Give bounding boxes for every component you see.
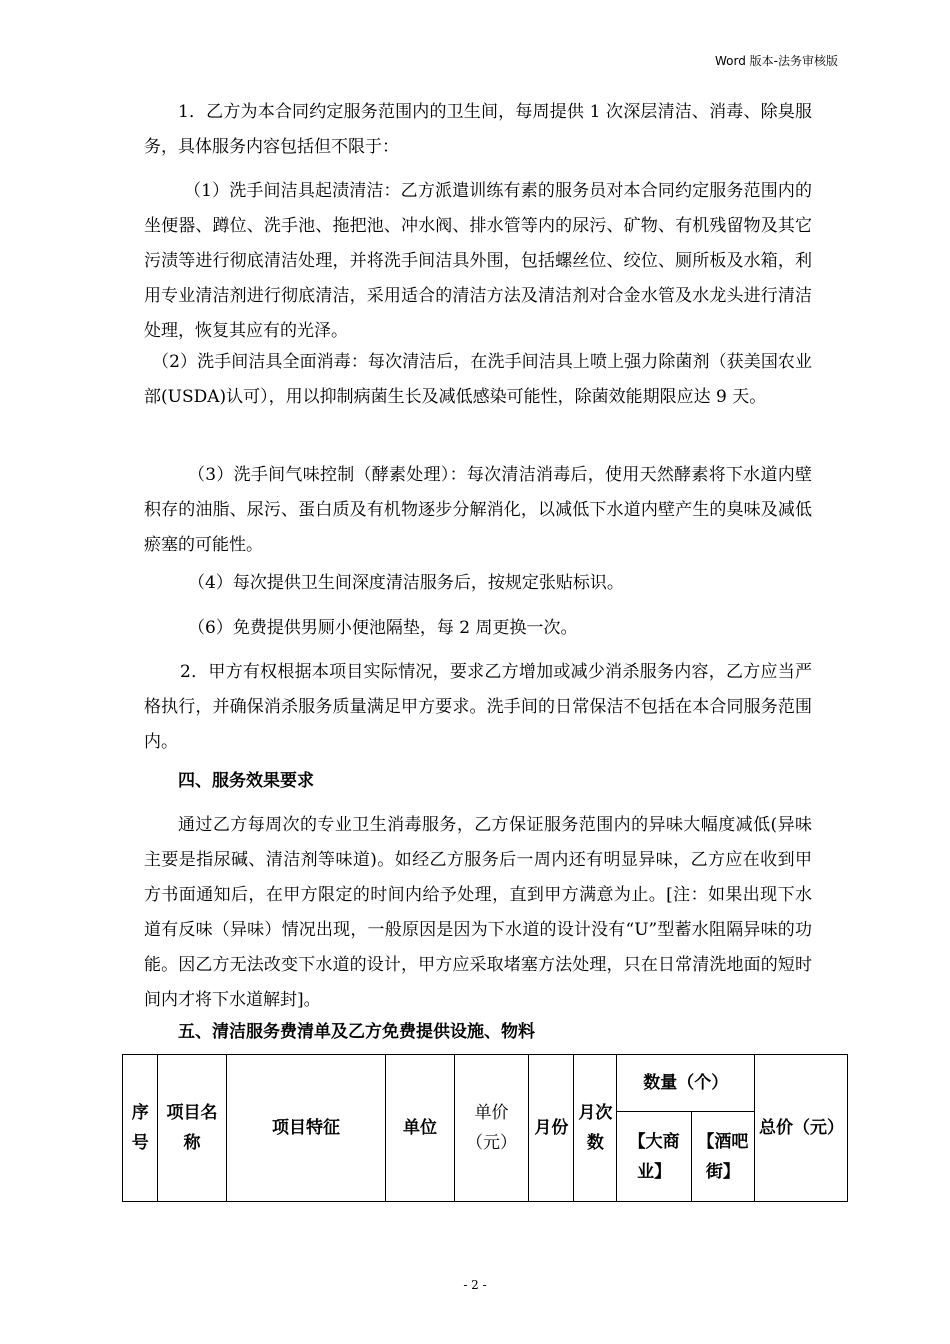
paragraph-6: （6）免费提供男厕小便池隔垫，每 2 周更换一次。	[188, 618, 578, 638]
paragraph-1: 1．乙方为本合同约定服务范围内的卫生间，每周提供 1 次深层清洁、消毒、除臭服务，具体服务内容包括但不限于：	[144, 102, 812, 157]
paragraph-2: （1）洗手间洁具起渍清洁：乙方派遣训练有素的服务员对本合同约定服务范围内的坐便器、蹲位、洗手池、拖把池、冲水阀、排水管等内的尿污、矿物、有机残留物及其它污渍等进行彻底清洁处理，并将洗手间洁具外围，包括螺丝位、绞位、厕所板及水箱，利用专业清洁剂进行彻底清洁，采用适合的清洁方法及清洁剂对合金水管及水龙头进行清洁处理，恢复其应有的光泽。	[144, 181, 812, 341]
col-total: 总价（元）	[755, 1055, 848, 1202]
col-seq: 序号	[123, 1055, 158, 1202]
col-feature: 项目特征	[226, 1055, 386, 1202]
paragraph-8: 通过乙方每周次的专业卫生消毒服务，乙方保证服务范围内的异味大幅度减低(异味主要是指尿碱、清洁剂等味道)。如经乙方服务后一周内还有明显异味，乙方应在收到甲方书面通知后，在甲方限定的时间内给予处理，直到甲方满意为止。[注：如果出现下水道有反味（异味）情况出现，一般原因是因为下水道的设计没有“U”型蓄水阻隔异味的功能。因乙方无法改变下水道的设计，甲方应采取堵塞方法处理，只在日常清洗地面的短时间内才将下水道解封]。	[144, 815, 812, 1010]
page-number: - 2 -	[463, 1278, 487, 1292]
col-item-name: 项目名称	[158, 1055, 226, 1202]
paragraph-7: 2．甲方有权根据本项目实际情况，要求乙方增加或减少消杀服务内容，乙方应当严格执行，并确保消杀服务质量满足甲方要求。洗手间的日常保洁不包括在本合同服务范围内。	[144, 662, 812, 752]
paragraph-5: （4）每次提供卫生间深度清洁服务后，按规定张贴标识。	[188, 573, 624, 593]
col-month: 月份	[529, 1055, 574, 1202]
col-qty-mall: 【大商业】	[617, 1112, 691, 1202]
col-unit-price: 单价（元）	[454, 1055, 529, 1202]
section-heading-5: 五、清洁服务费清单及乙方免费提供设施、物料	[178, 1022, 535, 1042]
paragraph-3: （2）洗手间洁具全面消毒：每次清洁后，在洗手间洁具上喷上强力除菌剂（获美国农业部(USDA)认可），用以抑制病菌生长及减低感染可能性，除菌效能期限应达 9 天。	[144, 352, 812, 407]
fee-table	[122, 1054, 848, 1202]
paragraph-4: （3）洗手间气味控制（酵素处理）：每次清洁消毒后，使用天然酵素将下水道内壁积存的油脂、尿污、蛋白质及有机物逐步分解消化，以减低下水道内壁产生的臭味及减低瘀塞的可能性。	[144, 465, 812, 555]
col-qty-bar: 【酒吧街】	[691, 1112, 754, 1202]
col-times: 月次数	[574, 1055, 617, 1202]
col-unit: 单位	[386, 1055, 454, 1202]
section-heading-4: 四、服务效果要求	[178, 771, 314, 791]
header-tag: Word 版本-法务审核版	[715, 54, 838, 68]
col-quantity: 数量（个）	[617, 1055, 755, 1112]
